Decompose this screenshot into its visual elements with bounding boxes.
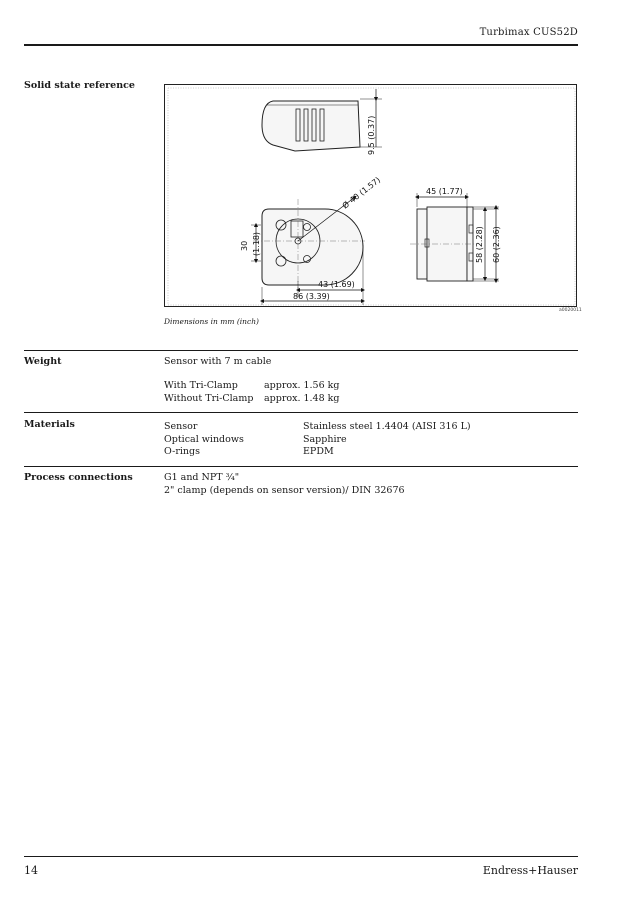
dim-width-45: 45 (1.77) xyxy=(426,187,463,196)
dim-h30: 30 xyxy=(240,240,249,251)
weight-name-1: Without Tri-Clamp xyxy=(164,393,254,404)
section-label-materials: Materials xyxy=(24,419,75,430)
material-value-1: Sapphire xyxy=(303,434,347,445)
section-label-process: Process connections xyxy=(24,472,133,483)
sensor-front-view xyxy=(253,197,365,289)
dim-w43: 43 (1.69) xyxy=(318,280,355,289)
header-rule xyxy=(24,44,578,46)
weight-line: Sensor with 7 m cable xyxy=(164,356,272,367)
section-label-solid-state: Solid state reference xyxy=(24,80,135,91)
material-name-1: Optical windows xyxy=(164,434,244,445)
material-name-0: Sensor xyxy=(164,421,198,432)
weight-value-1: approx. 1.48 kg xyxy=(264,393,340,404)
process-line-1: G1 and NPT ¾" xyxy=(164,472,240,483)
weight-name-0: With Tri-Clamp xyxy=(164,380,238,391)
dimension-drawing-svg xyxy=(165,85,578,308)
dim-h58: 58 (2.28) xyxy=(475,226,484,263)
figure-caption: Dimensions in mm (inch) xyxy=(164,317,259,326)
process-rule xyxy=(24,466,578,467)
process-line-2: 2" clamp (depends on sensor version)/ DIN 32676 xyxy=(164,485,405,496)
sensor-side-view xyxy=(410,207,477,281)
dim-top-height: 9.5 (0.37) xyxy=(367,115,376,155)
brand-name: Endress+Hauser xyxy=(482,864,578,877)
figure-code-label: a0020011 xyxy=(559,308,582,313)
dim-diameter: Ø 40 (1.57) xyxy=(340,175,383,211)
dim-h60: 60 (2.36) xyxy=(492,226,501,263)
dim-w86: 86 (3.39) xyxy=(293,292,330,301)
section-label-weight: Weight xyxy=(24,356,62,367)
weight-rule xyxy=(24,350,578,351)
dim-h30-inch: (1.18) xyxy=(252,231,261,256)
material-value-2: EPDM xyxy=(303,446,334,457)
material-value-0: Stainless steel 1.4404 (AISI 316 L) xyxy=(303,421,471,432)
sensor-top-view xyxy=(262,89,382,151)
materials-rule xyxy=(24,412,578,413)
page-number: 14 xyxy=(24,864,38,877)
material-name-2: O-rings xyxy=(164,446,201,457)
footer-rule xyxy=(24,856,578,857)
dimension-drawing xyxy=(164,84,577,307)
weight-value-0: approx. 1.56 kg xyxy=(264,380,340,391)
document-title: Turbimax CUS52D xyxy=(479,27,578,38)
